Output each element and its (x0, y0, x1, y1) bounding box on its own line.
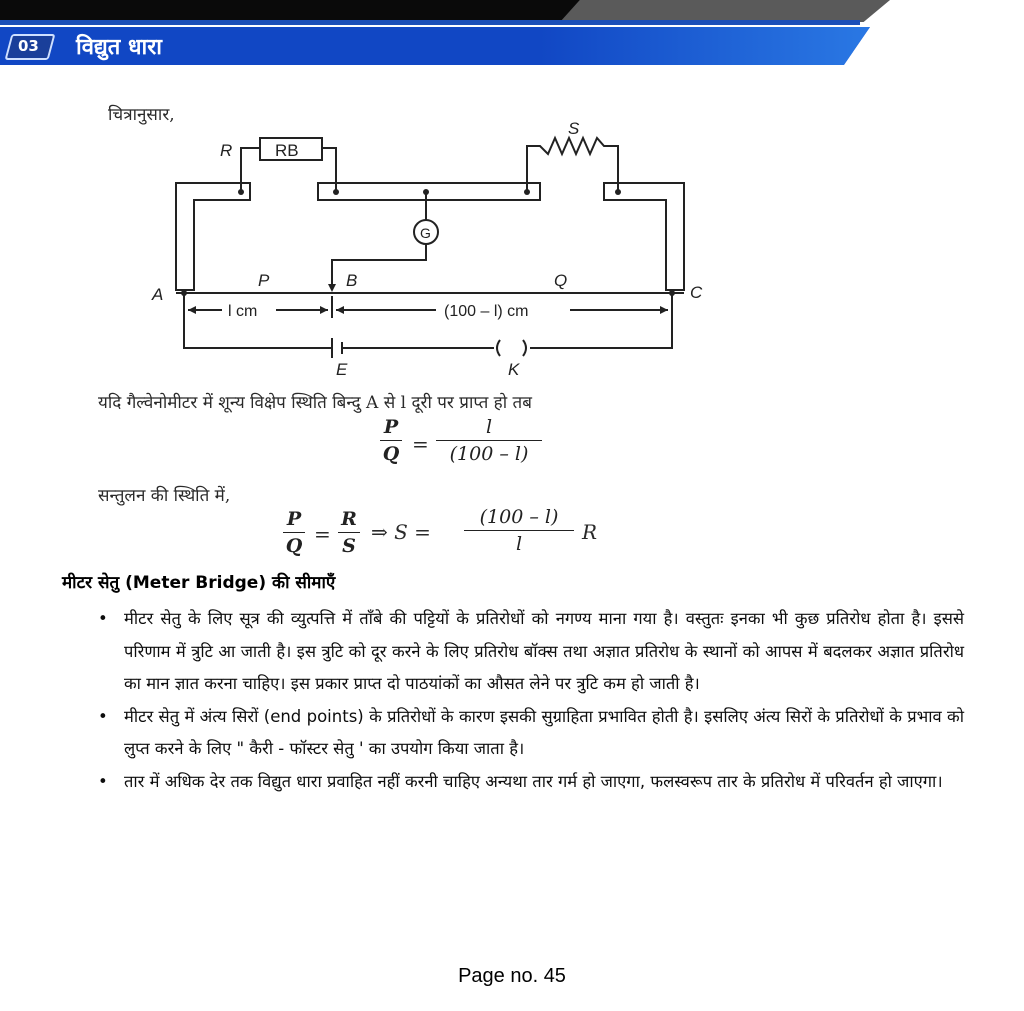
bullet-icon: • (98, 706, 108, 726)
eq2-equals: = (314, 522, 331, 546)
bullet-icon: • (98, 609, 108, 628)
list-item-text: तार में अधिक देर तक विद्युत धारा प्रवाहित नहीं करनी चाहिए अन्यथा तार गर्म हो जाएगा, फलस्वरूप तार के प्रतिरोध में परिवर्तन हो जाएगा। (124, 771, 943, 791)
meter-bridge-diagram (140, 118, 720, 380)
label-r: R (220, 141, 233, 160)
eq2-pq: P Q (283, 508, 305, 557)
label-rest-cm: (100 – l) cm (444, 303, 529, 320)
list-item (94, 603, 964, 701)
list-item (94, 701, 964, 766)
eq2-tail: R (582, 520, 598, 544)
label-s: S (568, 119, 580, 138)
header-top-bar (0, 0, 590, 20)
section-title: मीटर सेतु (Meter Bridge) की सीमाएँ (62, 573, 336, 593)
label-p: P (258, 271, 270, 290)
balance-text: सन्तुलन की स्थिति में, (98, 486, 231, 506)
label-q: Q (554, 271, 568, 290)
book-icon (8, 32, 48, 58)
page-number: Page no. 45 (458, 965, 566, 987)
label-g: G (420, 225, 431, 241)
list-item-text: मीटर सेतु के लिए सूत्र की व्युत्पत्ति में ताँबे की पट्टियों के प्रतिरोधों को नगण्य माना गया है। वस्तुतः इनका भी कुछ प्रतिरोध होता है। इससे परिणाम में त्रुटि आ जाती है। इस त्रुटि को दूर करने के लिए प्रतिरोध बॉक्स तथा अज्ञात प्रतिरोध के स्थानों को आपस में बदलकर अज्ञात प्रतिरोध का मान ज्ञात करना चाहिए। इस प्रकार प्राप्त दो पाठयांकों का औसत लेने पर त्रुटि कम हो जाती है। (124, 609, 964, 694)
label-e: E (336, 360, 348, 379)
label-a: A (152, 285, 164, 304)
label-l-cm: l cm (228, 303, 258, 320)
eq2-rs: R S (338, 508, 360, 557)
list-item-text: मीटर सेतु में अंत्य सिरों (end points) के प्रतिरोधों के कारण इसकी सुग्राहिता प्रभावित होती है। इसलिए अंत्य सिरों के प्रतिरोधों के प्रभाव को लुप्त करने के लिए " कैरी - फॉस्टर सेतु ' का उपयोग किया जाता है। (124, 706, 964, 759)
condition-text: यदि गैल्वेनोमीटर में शून्य विक्षेप स्थिति बिन्दु A से l दूरी पर प्राप्त हो तब (98, 393, 532, 413)
intro-text: चित्रानुसार, (108, 105, 175, 125)
label-c: C (690, 283, 703, 302)
eq2-result: (100 – l) l (464, 506, 574, 555)
eq1-rhs: l (100 – l) (436, 416, 542, 465)
label-k: K (508, 360, 520, 379)
eq1-equals: = (412, 432, 429, 456)
limitations-list (94, 603, 964, 799)
label-rb: RB (275, 141, 299, 160)
header-accent-bar (560, 0, 890, 22)
bullet-icon: • (98, 771, 108, 791)
eq2-implies: ⇒ S = (371, 520, 431, 544)
label-b: B (346, 271, 358, 290)
chapter-title: विद्युत धारा (76, 35, 162, 60)
eq1-lhs: P Q (380, 416, 402, 465)
list-item (94, 766, 964, 799)
header-divider (0, 20, 860, 25)
chapter-number: 03 (18, 37, 39, 55)
